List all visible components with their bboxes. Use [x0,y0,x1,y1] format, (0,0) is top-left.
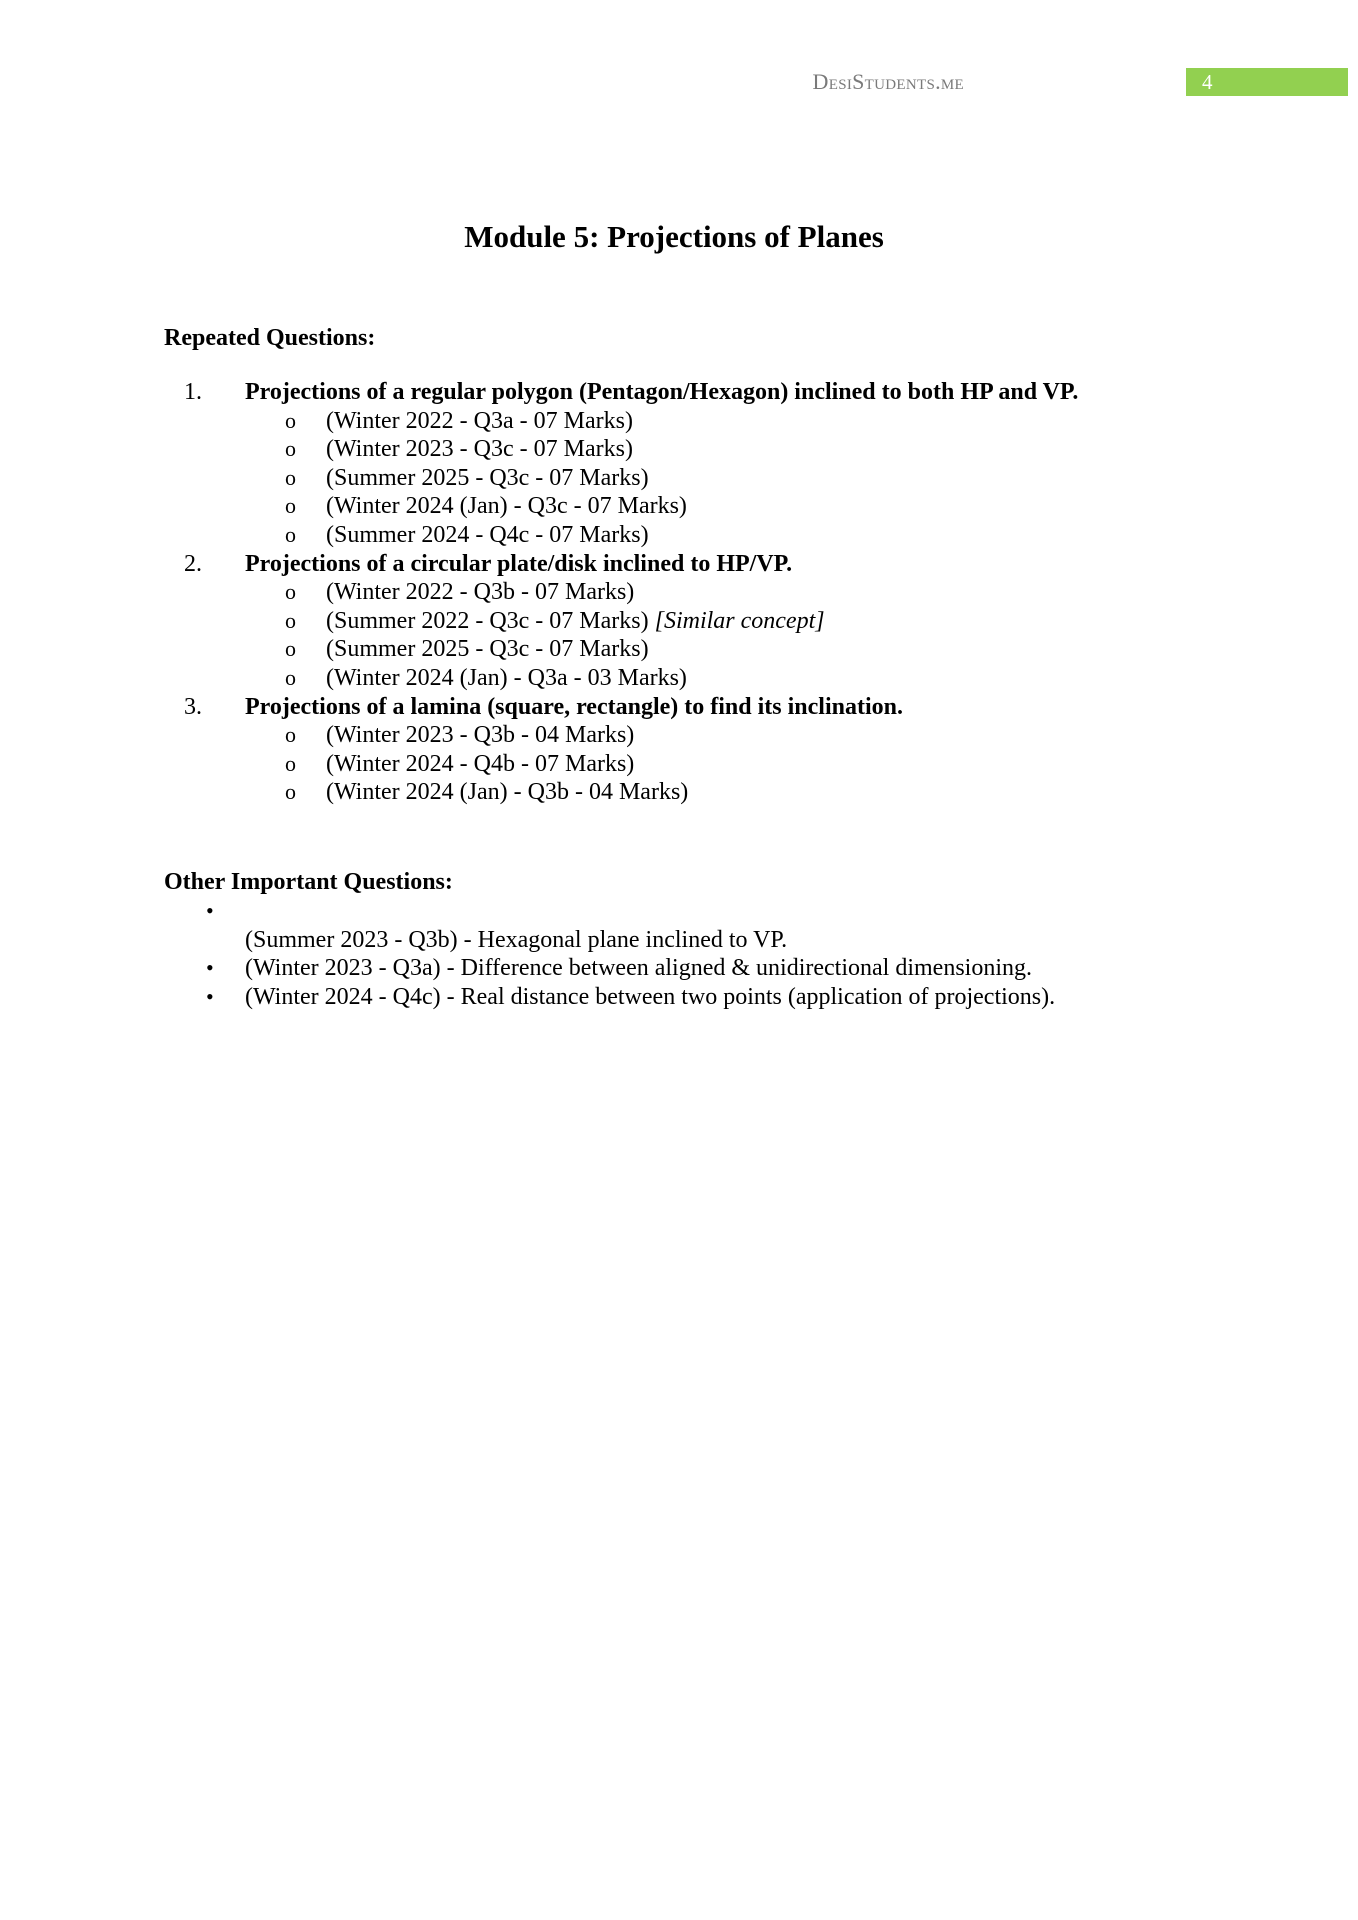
page-number: 4 [1202,70,1213,94]
bullet-dot-icon: • [206,983,214,1009]
exam-reference-text: (Summer 2022 - Q3c - 07 Marks) [326,607,649,634]
circle-bullet-icon: o [285,636,296,662]
circle-bullet-icon: o [285,464,296,490]
exam-reference-text: (Winter 2022 - Q3b - 07 Marks) [326,579,635,606]
exam-reference-text: (Winter 2024 (Jan) - Q3b - 04 Marks) [326,779,689,806]
repeated-questions-heading: Repeated Questions: [164,325,376,351]
other-question-text: (Winter 2023 - Q3a) - Difference between aligned & unidirectional dimensioning. [245,955,1032,982]
circle-bullet-icon: o [285,607,296,633]
exam-reference-text: (Winter 2024 (Jan) - Q3a - 03 Marks) [326,664,687,691]
circle-bullet-icon: o [285,436,296,462]
exam-reference-text: (Winter 2024 (Jan) - Q3c - 07 Marks) [326,493,687,520]
circle-bullet-icon: o [285,407,296,433]
circle-bullet-icon: o [285,722,296,748]
other-questions-heading: Other Important Questions: [164,869,453,895]
circle-bullet-icon: o [285,779,296,805]
question-title: Projections of a lamina (square, rectangle) to find its inclination. [245,693,903,720]
circle-bullet-icon: o [285,750,296,776]
question-title: Projections of a regular polygon (Pentagon/Hexagon) inclined to both HP and VP. [245,379,1079,405]
circle-bullet-icon: o [285,579,296,605]
question-number: 1. [184,379,202,405]
question-number: 3. [184,693,202,720]
exam-reference-text: (Winter 2022 - Q3a - 07 Marks) [326,407,633,434]
exam-reference-text: (Winter 2023 - Q3c - 07 Marks) [326,436,633,463]
page-number-badge [1186,68,1348,96]
page-title: Module 5: Projections of Planes [464,219,884,254]
exam-reference-note: [Similar concept] [654,607,825,634]
question-number: 2. [184,550,202,577]
exam-reference-text: (Winter 2023 - Q3b - 04 Marks) [326,722,635,749]
circle-bullet-icon: o [285,521,296,547]
bullet-dot-icon: • [206,898,214,923]
other-question-text: (Winter 2024 - Q4c) - Real distance between two points (application of projections). [245,983,1056,1010]
bullet-dot-icon: • [206,955,214,981]
circle-bullet-icon: o [285,664,296,690]
other-question-text: (Summer 2023 - Q3b) - Hexagonal plane inclined to VP. [245,926,788,953]
exam-reference-text: (Winter 2024 - Q4b - 07 Marks) [326,750,635,777]
exam-reference-text: (Summer 2024 - Q4c - 07 Marks) [326,521,649,548]
site-brand: DesiStudents.me [812,69,964,94]
exam-reference-text: (Summer 2025 - Q3c - 07 Marks) [326,464,649,491]
exam-reference-text: (Summer 2025 - Q3c - 07 Marks) [326,636,649,663]
circle-bullet-icon: o [285,493,296,519]
question-title: Projections of a circular plate/disk inclined to HP/VP. [245,550,793,577]
